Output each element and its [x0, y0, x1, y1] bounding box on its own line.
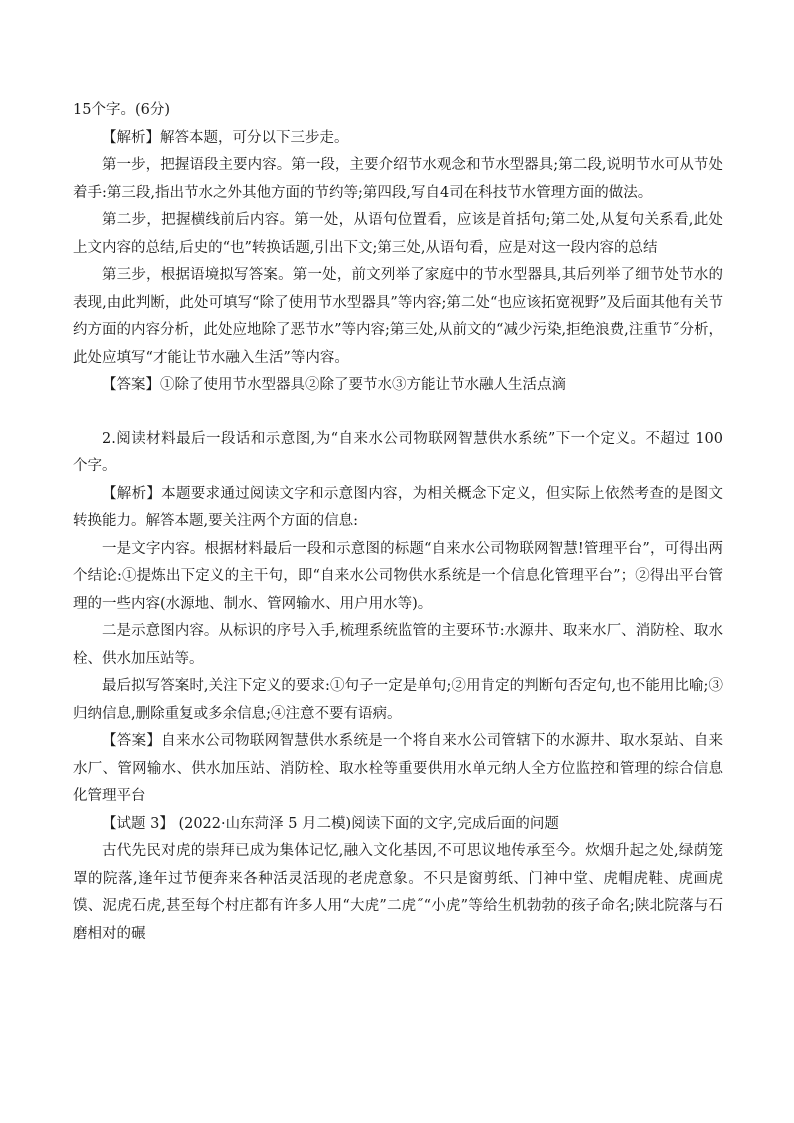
- question-2-analysis: 【解析】本题要求通过阅读文字和示意图内容，为相关概念下定义，但实际上依然考查的是图文转换能力。解答本题,要关注两个方面的信息:: [73, 485, 723, 529]
- document-body: [73, 97, 723, 948]
- question-1-answer: 【答案】①除了使用节水型器具②除了要节水③方能让节水融人生活点滴: [102, 377, 566, 393]
- question-1-analysis-heading: 【解析】解答本题，可分以下三步走。: [102, 129, 349, 146]
- question-1-step-1: 第一步，把握语段主要内容。第一段，主要介绍节水观念和节水型器具;第二段,说明节水可从节处着手:第三段,指出节水之外其他方面的节约等;第四段,写自4司在科技节水管理方面的做法。: [73, 157, 723, 201]
- question-1-step-2: 第二步，把握横线前后内容。第一处，从语句位置看，应该是首括句;第二处,从复句关系看,此处上文内容的总结,后史的“也”转换话题,引出下文;第三处,从语句看，应是对这一段内容的总结: [73, 212, 723, 256]
- question-2-answer: 【答案】自来水公司物联网智慧供水系统是一个将自来水公司管辖下的水源井、取水泵站、自来水厂、管网输水、供水加压站、消防栓、取水栓等重要供用水单元纳人全方位监控和管理的综合信息化管理平台: [73, 733, 723, 804]
- question-2-final: 最后拟写答案时,关注下定义的要求:①句子一定是单句;②用肯定的判断句否定句,也不能用比喻;③归纳信息,删除重复或多余信息;④注意不要有语病。: [73, 678, 723, 722]
- question-1-step-3: 第三步，根据语境拟写答案。第一处，前文列举了家庭中的节水型器具,其后列举了细节处节水的表现,由此判断，此处可填写“除了使用节水型器具”等内容;第二处“也应该拓宽视野”及后面其他有关节约方面的内容分析，此处应地除了恶节水”等内容;第三处,从前文的“减少污染,拒绝浪费,注重节˝分析，此处应填写“才能让节水融入生活”等内容。: [73, 267, 723, 366]
- question-2-point-1: 一是文字内容。根据材料最后一段和示意图的标题“自来水公司物联网智慧!管理平台”，可得出两个结论:①提炼出下定义的主干句，即“自来水公司物供水系统是一个信息化管理平台”；②得出平台管理的一些内容(水源地、制水、管网输水、用户用水等)。: [73, 540, 723, 612]
- question-2-point-2: 二是示意图内容。从标识的序号入手,梳理系统监管的主要环节:水源井、取来水厂、消防栓、取水栓、供水加压站等。: [73, 623, 723, 667]
- question-1-tail: 15个字。(6分): [73, 102, 170, 118]
- question-2-prompt: 2.阅读材料最后一段话和示意图,为“自来水公司物联网智慧供水系统”下一个定义。不超过 100 个字。: [73, 430, 723, 474]
- question-3-header: 【试题 3】 (2022·山东菏泽 5 月二模)阅读下面的文字,完成后面的问题: [102, 815, 559, 832]
- question-3-passage: 古代先民对虎的崇拜已成为集体记忆,融入文化基因,不可思议地传承至今。炊烟升起之处,绿荫笼罩的院落,逢年过节便奔来各种活灵活现的老虎意象。不只是窗剪纸、门神中堂、虎帽虎鞋、虎画虎馍、泥虎石虎,甚至每个村庄都有许多人用“大虎”二虎˝“小虎”等给生机勃勃的孩子命名;陕北院落与石磨相对的碾: [73, 843, 723, 942]
